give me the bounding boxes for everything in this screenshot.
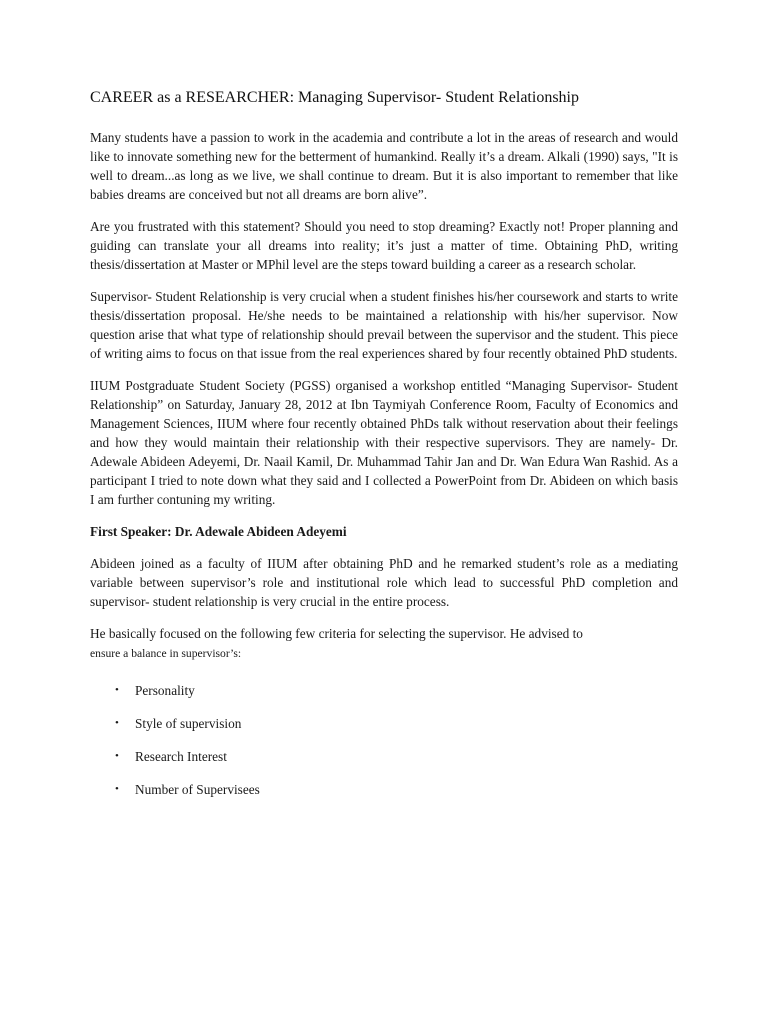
list-item <box>90 780 678 799</box>
bullet-icon: • <box>115 783 119 795</box>
criteria-list <box>90 681 678 799</box>
criteria-intro-continued: ensure a balance in supervisor’s: <box>90 647 242 660</box>
list-item-text: Number of Supervisees <box>135 782 260 797</box>
list-item <box>90 714 678 733</box>
list-item-text: Style of supervision <box>135 716 242 731</box>
workshop-paragraph: IIUM Postgraduate Student Society (PGSS) organised a workshop entitled “Managing Supervisor- Student Relationship” on Saturday, January 28, 2012 at Ibn Taymiyah Conference Room, Faculty of Economics and Management Sciences, IIUM where four recently obtained PhDs talk without reservation about their feelings and how they would maintain their relationship with their respective supervisors. They are namely- Dr. Adewale Abideen Adeyemi, Dr. Naail Kamil, Dr. Muhammad Tahir Jan and Dr. Wan Edura Wan Rashid. As a participant I tried to note down what they said and I collected a PowerPoint from Dr. Abideen on which basis I am further contuning my writing. <box>90 378 678 507</box>
list-item-text: Research Interest <box>135 749 227 764</box>
list-item <box>90 747 678 766</box>
criteria-intro <box>90 624 678 663</box>
bullet-icon: • <box>115 684 119 696</box>
criteria-intro-text: He basically focused on the following few criteria for selecting the supervisor. He advised to <box>90 626 583 641</box>
list-item <box>90 681 678 700</box>
document-title: CAREER as a RESEARCHER: Managing Supervisor- Student Relationship <box>90 89 579 106</box>
relationship-paragraph: Supervisor- Student Relationship is very crucial when a student finishes his/her coursework and starts to write thesis/dissertation proposal. He/she needs to be maintained a relationship with his/her supervisor. Now question arise that what type of relationship should prevail between the supervisor and the student. This piece of writing aims to focus on that issue from the real experiences shared by four recently obtained PhD students. <box>90 289 678 361</box>
intro-paragraph: Many students have a passion to work in the academia and contribute a lot in the areas of research and would like to innovate something new for the betterment of humankind. Really it’s a dream. Alkali (1990) says, "It is well to dream...as long as we live, we shall continue to dream. But it is also important to remember that like babies dreams are conceived but not all dreams are born alive”. <box>90 130 678 202</box>
frustration-paragraph: Are you frustrated with this statement? Should you need to stop dreaming? Exactly not! Proper planning and guiding can translate your all dreams into reality; it’s just a matter of time. Obtaining PhD, writing thesis/dissertation at Master or MPhil level are the steps toward building a career as a research scholar. <box>90 219 678 272</box>
speaker-paragraph: Abideen joined as a faculty of IIUM after obtaining PhD and he remarked student’s role as a mediating variable between supervisor’s role and institutional role which lead to successful PhD completion and supervisor- student relationship is very crucial in the entire process. <box>90 556 678 609</box>
bullet-icon: • <box>115 717 119 729</box>
document-page <box>90 88 678 813</box>
speaker-heading: First Speaker: Dr. Adewale Abideen Adeyemi <box>90 524 347 539</box>
list-item-text: Personality <box>135 683 195 698</box>
bullet-icon: • <box>115 750 119 762</box>
